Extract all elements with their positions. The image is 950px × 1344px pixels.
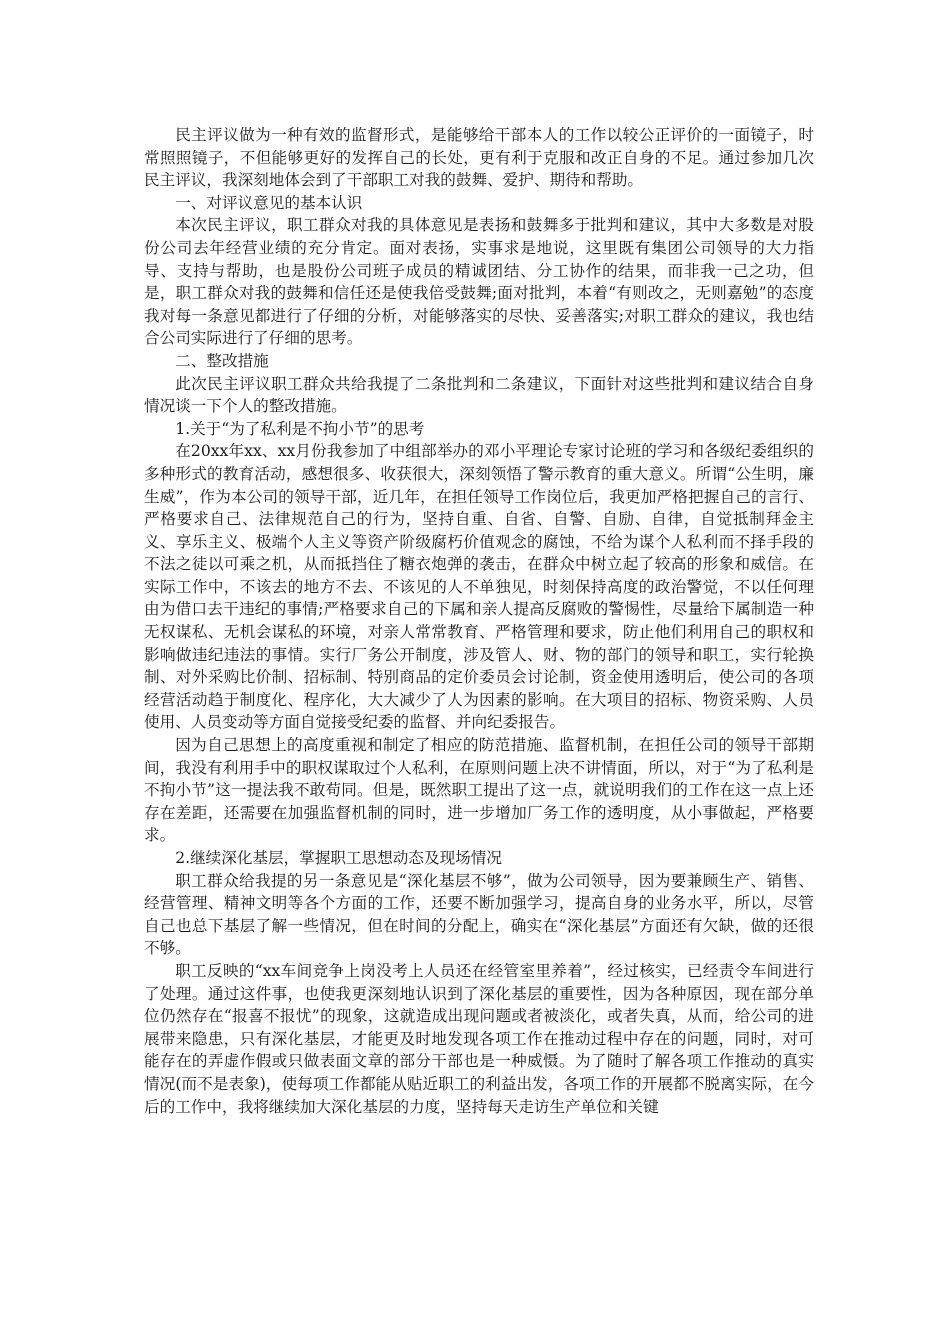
subsection-heading-2: 2.继续深化基层，掌握职工思想动态及现场情况: [175, 849, 502, 867]
body-paragraph: 在20xx年xx、xx月份我参加了中组部举办的邓小平理论专家讨论班的学习和各级纪委组织的多种形式的教育活动，感想很多、收获很大，深刻领悟了警示教育的重大意义。所谓“公生明，廉生威”，作为本公司的领导干部，近几年，在担任领导工作岗位后，我更加严格把握自己的言行、严格要求自己、法律规范自己的行为，坚持自重、自省、自警、自励、自律，自觉抵制拜金主义、享乐主义、极端个人主义等资产阶级腐朽价值观念的腐蚀，不给为谋个人私利而不择手段的不法之徒以可乘之机，从而抵挡住了糖衣炮弹的袭击，在群众中树立起了较高的形象和威信。在实际工作中，不该去的地方不去、不该见的人不单独见，时刻保持高度的政治警觉，不以任何理由为借口去干违纪的事情;严格要求自己的下属和亲人提高反腐败的警惕性，尽量给下属制造一种无权谋私、无机会谋私的环境，对亲人常常教育、严格管理和要求，防止他们利用自己的职权和影响做违纪违法的事情。实行厂务公开制度，涉及管人、财、物的部门的领导和职工，实行轮换制、对外采购比价制、招标制、特别商品的定价委员会讨论制，资金使用透明后，使公司的各项经营活动趋于制度化、程序化，大大减少了人为因素的影响。在大项目的招标、物资采购、人员使用、人员变动等方面自觉接受纪委的监督、并向纪委报告。: [144, 442, 814, 732]
section-heading-2: 二、整改措施: [175, 351, 269, 370]
subsection-heading-1: 1.关于“为了私利是不拘小节”的思考: [175, 419, 425, 438]
body-paragraph: 本次民主评议，职工群众对我的具体意见是表扬和鼓舞多于批判和建议，其中大多数是对股份公司去年经营业绩的充分肯定。面对表扬，实事求是地说，这里既有集团公司领导的大力指导、支持与帮助，也是股份公司班子成员的精诚团结、分工协作的结果，而非我一己之功，但是，职工群众对我的鼓舞和信任还是使我倍受鼓舞;面对批判，本着“有则改之，无则嘉勉”的态度我对每一条意见都进行了仔细的分析，对能够落实的尽快、妥善落实;对职工群众的建议，我也结合公司实际进行了仔细的思考。: [144, 216, 814, 348]
body-paragraph: 此次民主评议职工群众共给我提了二条批判和二条建议，下面针对这些批判和建议结合自身情况谈一下个人的整改措施。: [144, 374, 814, 416]
body-paragraph: 职工反映的“xx车间竞争上岗没考上人员还在经管室里养着”，经过核实，已经责令车间进行了处理。通过这件事，也使我更深刻地认识到了深化基层的重要性，因为各种原因，现在部分单位仍然存在“报喜不报忧”的现象，这就造成出现问题或者被淡化，或者失真，从而，给公司的进展带来隐患，只有深化基层，才能更及时地发现各项工作在推动过程中存在的问题，同时，对可能存在的弄虚作假或只做表面文章的部分干部也是一种威慑。为了随时了解各项工作推动的真实情况(而不是表象)，使每项工作都能从贴近职工的利益出发，各项工作的开展都不脱离实际，在今后的工作中，我将继续加大深化基层的力度，坚持每天走访生产单位和关键: [144, 961, 814, 1116]
section-heading-1: 一、对评议意见的基本认识: [175, 193, 363, 212]
intro-paragraph: 民主评议做为一种有效的监督形式，是能够给干部本人的工作以较公正评价的一面镜子，时常照照镜子，不但能够更好的发挥自己的长处，更有利于克服和改正自身的不足。通过参加几次民主评议，我深刻地体会到了干部职工对我的鼓舞、爱护、期待和帮助。: [144, 126, 814, 190]
body-paragraph: 因为自己思想上的高度重视和制定了相应的防范措施、监督机制，在担任公司的领导干部期间，我没有利用手中的职权谋取过个人私利，在原则问题上决不讲情面，所以，对于“为了私利是不拘小节”这一提法我不敢苟同。但是，既然职工提出了这一点，就说明我们的工作在这一点上还存在差距，还需要在加强监督机制的同时，进一步增加厂务工作的透明度，从小事做起，严格要求。: [144, 736, 814, 845]
body-paragraph: 职工群众给我提的另一条意见是“深化基层不够”，做为公司领导，因为要兼顾生产、销售、经营管理、精神文明等各个方面的工作，还要不断加强学习，提高自身的业务水平，所以，尽管自己也总下基层了解一些情况，但在时间的分配上，确实在“深化基层”方面还有欠缺，做的还很不够。: [144, 871, 814, 958]
